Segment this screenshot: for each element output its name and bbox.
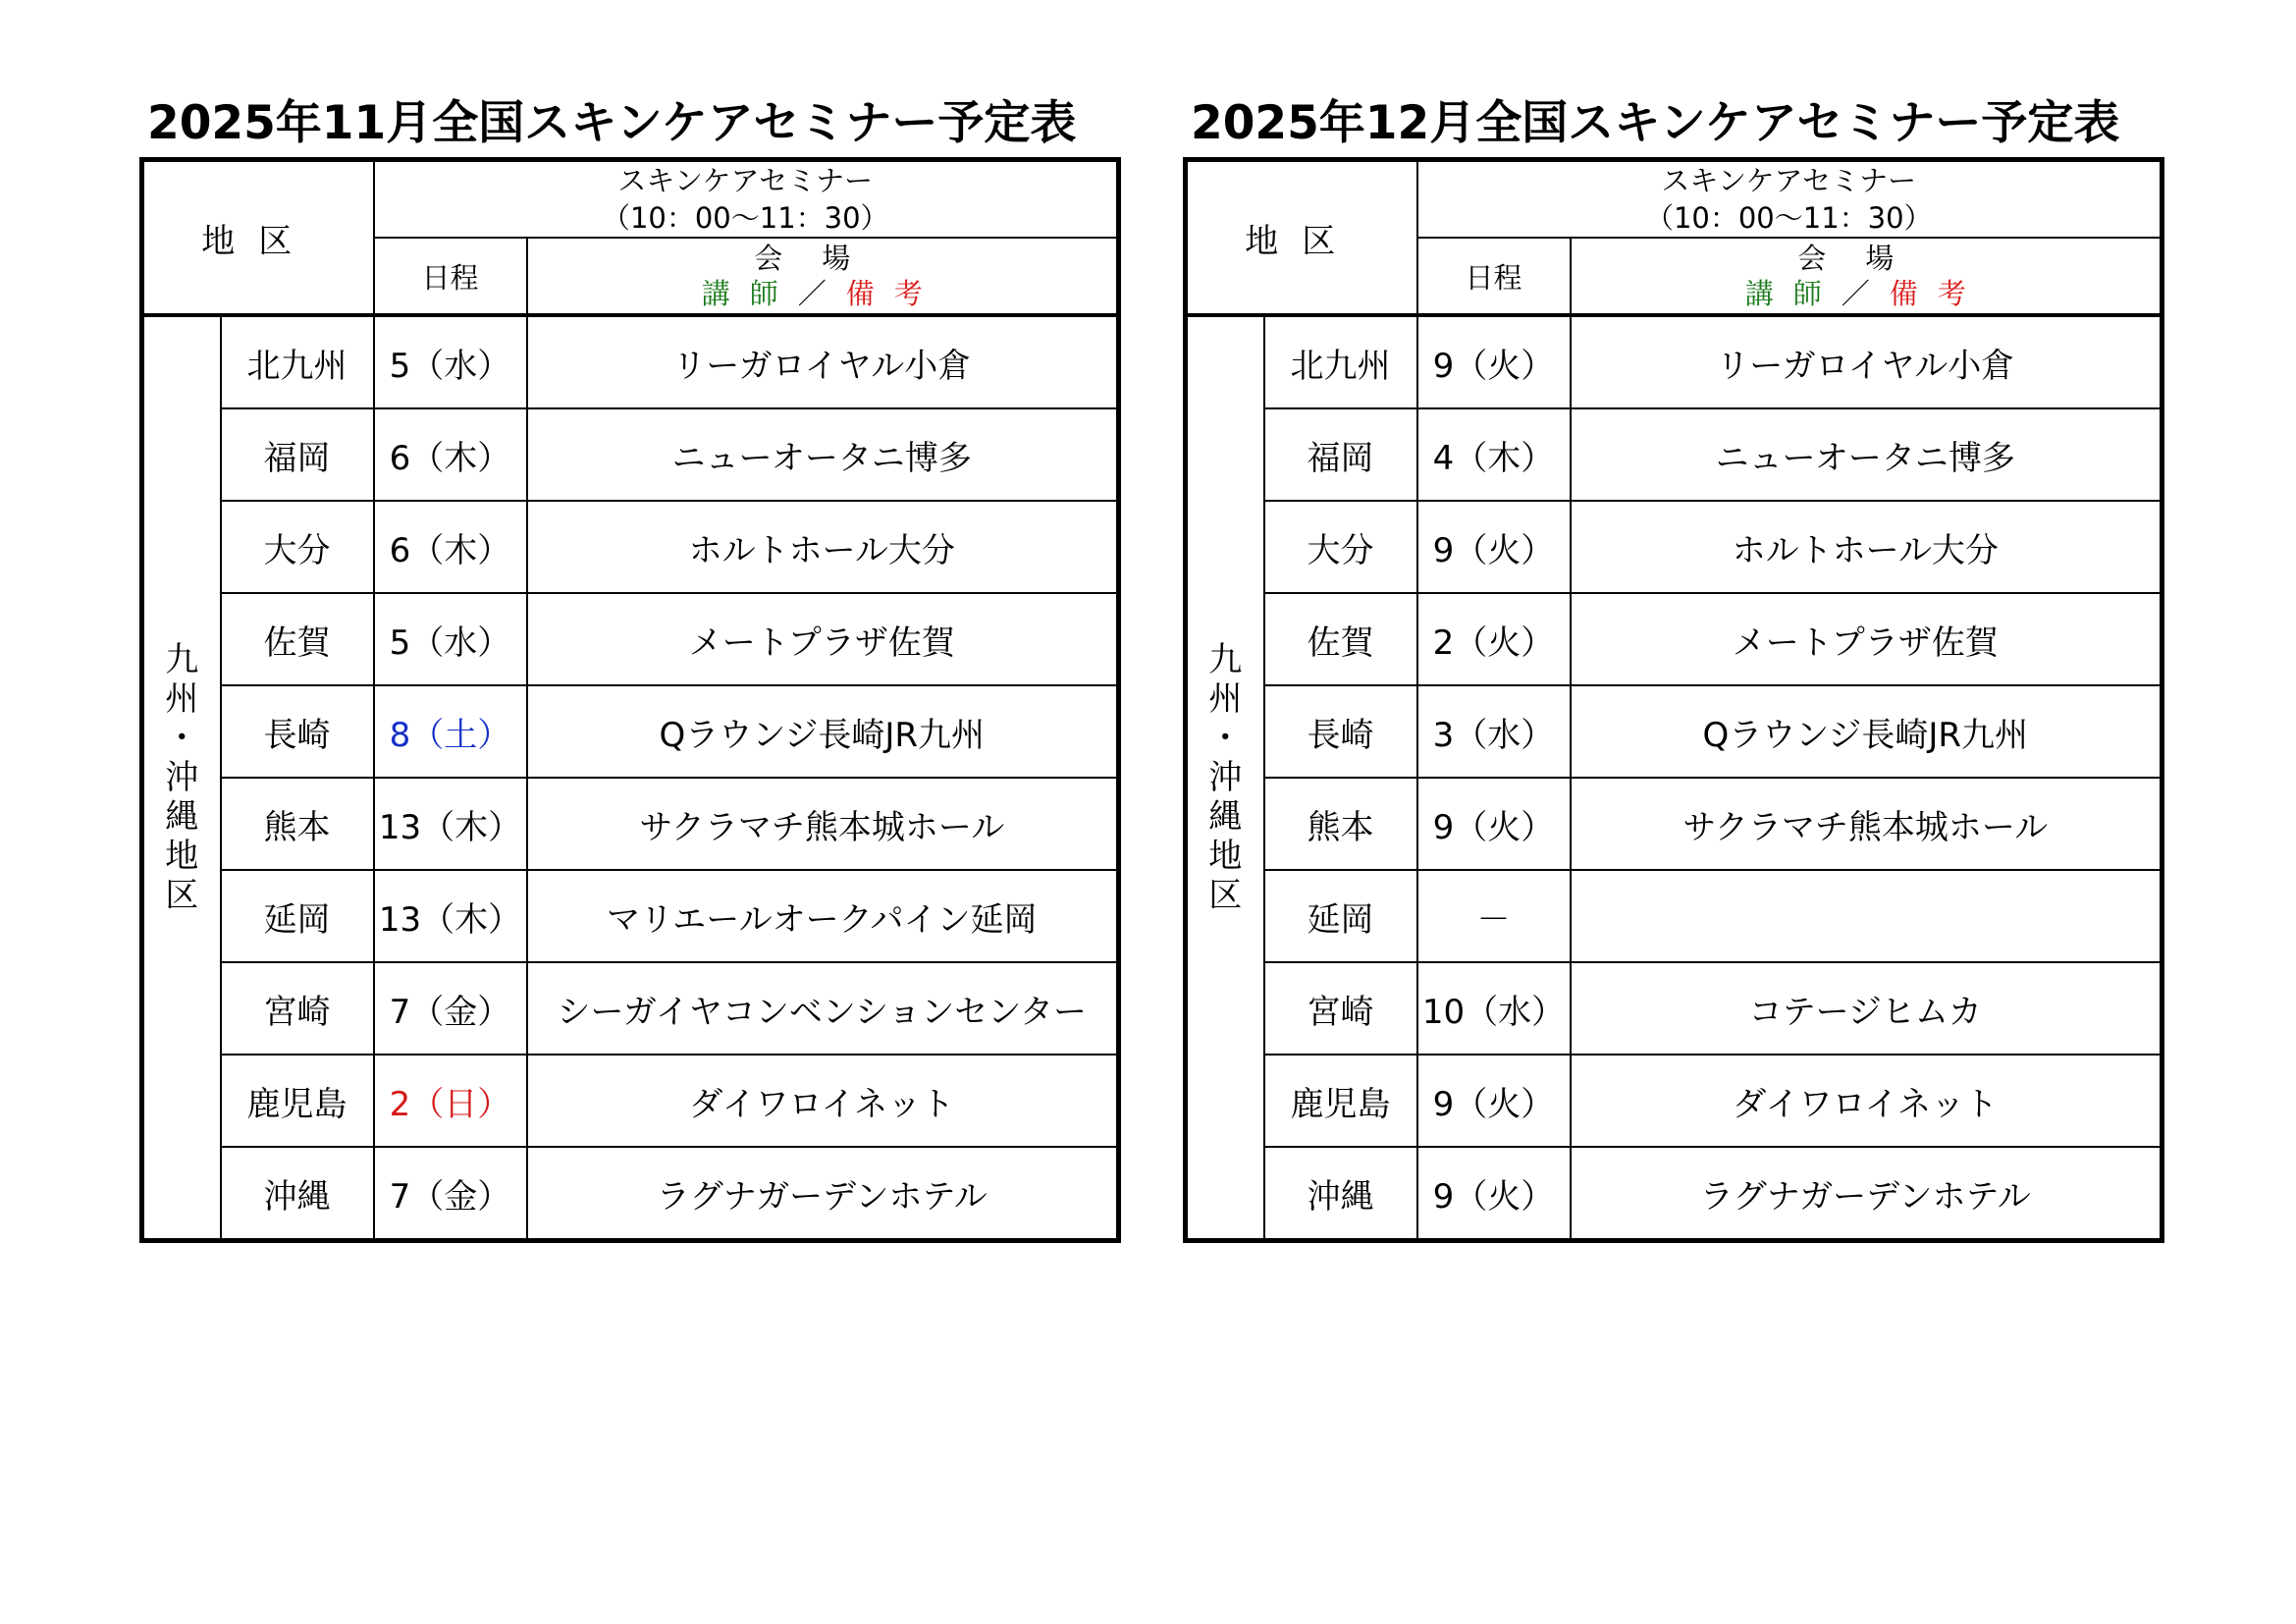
date-cell: 10（水） [1417,962,1571,1055]
slash-label: ／ [1841,277,1890,310]
venue-label: 会場 [1797,242,1934,275]
table-row [142,501,1119,593]
december-title: 2025年12月全国スキンケアセミナー予定表 [1191,96,2120,150]
november-table [139,157,1121,1243]
date-cell: 6（木） [374,408,527,501]
venue-cell [1571,870,2163,962]
seminar-label: スキンケアセミナー [1661,164,1917,197]
date-cell: 4（木） [1417,408,1571,501]
teacher-label: 講師 [701,277,798,310]
pref-cell: 福岡 [1264,408,1417,501]
venue-cell: マリエールオークパイン延岡 [527,870,1119,962]
venue-cell: サクラマチ熊本城ホール [1571,778,2163,870]
date-cell: 7（金） [374,962,527,1055]
date-cell: 6（木） [374,501,527,593]
pref-cell: 延岡 [221,870,374,962]
date-cell: 9（火） [1417,1055,1571,1147]
venue-cell: ニューオータニ博多 [527,408,1119,501]
venue-cell: リーガロイヤル小倉 [527,315,1119,408]
pref-cell: 大分 [1264,501,1417,593]
venue-cell: サクラマチ熊本城ホール [527,778,1119,870]
date-cell: 9（火） [1417,315,1571,408]
venue-header [527,238,1119,315]
date-cell-saturday: 8（土） [374,685,527,778]
date-cell: － [1417,870,1571,962]
venue-label: 会場 [754,242,890,275]
date-cell: 3（水） [1417,685,1571,778]
table-row [142,1055,1119,1147]
table-row [1186,593,2163,685]
date-cell: 7（金） [374,1147,527,1241]
date-header: 日程 [1417,238,1571,315]
seminar-header [374,160,1119,239]
table-row [142,1147,1119,1241]
date-cell: 13（木） [374,778,527,870]
table-row [1186,962,2163,1055]
table-row [142,408,1119,501]
pref-cell: 延岡 [1264,870,1417,962]
pref-cell: 福岡 [221,408,374,501]
november-title: 2025年11月全国スキンケアセミナー予定表 [147,96,1077,150]
note-label: 備考 [1889,277,1986,310]
december-table [1183,157,2164,1243]
venue-cell: メートプラザ佐賀 [527,593,1119,685]
venue-cell: ダイワロイネット [527,1055,1119,1147]
date-cell-sunday: 2（日） [374,1055,527,1147]
date-cell: 2（火） [1417,593,1571,685]
table-row [142,778,1119,870]
venue-cell: ホルトホール大分 [1571,501,2163,593]
date-cell: 5（水） [374,593,527,685]
date-header: 日程 [374,238,527,315]
table-row [1186,1147,2163,1241]
pref-cell: 大分 [221,501,374,593]
venue-cell: メートプラザ佐賀 [1571,593,2163,685]
table-row [142,962,1119,1055]
table-row [142,870,1119,962]
venue-cell: ラグナガーデンホテル [1571,1147,2163,1241]
venue-cell: リーガロイヤル小倉 [1571,315,2163,408]
table-row [142,685,1119,778]
pref-cell: 宮崎 [221,962,374,1055]
venue-cell: ダイワロイネット [1571,1055,2163,1147]
slash-label: ／ [797,277,846,310]
pref-cell: 沖縄 [1264,1147,1417,1241]
seminar-header [1417,160,2163,239]
venue-cell: ニューオータニ博多 [1571,408,2163,501]
pref-cell: 熊本 [1264,778,1417,870]
venue-cell: Qラウンジ長崎JR九州 [527,685,1119,778]
pref-cell: 鹿児島 [221,1055,374,1147]
note-label: 備考 [845,277,942,310]
pref-cell: 宮崎 [1264,962,1417,1055]
area-cell: 九 州 ・ 沖 縄 地 区 [142,315,221,1241]
seminar-time: （10：00～11：30） [1644,201,1933,235]
pref-cell: 北九州 [1264,315,1417,408]
pref-cell: 長崎 [1264,685,1417,778]
region-header: 地区 [1186,160,1417,316]
venue-cell: シーガイヤコンベンションセンター [527,962,1119,1055]
table-row [1186,778,2163,870]
table-row [1186,685,2163,778]
seminar-label: スキンケアセミナー [617,164,874,197]
region-header: 地区 [142,160,374,316]
pref-cell: 長崎 [221,685,374,778]
date-cell: 13（木） [374,870,527,962]
table-row [1186,501,2163,593]
date-cell: 5（水） [374,315,527,408]
table-row [1186,1055,2163,1147]
venue-header [1571,238,2163,315]
date-cell: 9（火） [1417,778,1571,870]
table-row [142,593,1119,685]
pref-cell: 北九州 [221,315,374,408]
teacher-label: 講師 [1744,277,1842,310]
pref-cell: 沖縄 [221,1147,374,1241]
date-cell: 9（火） [1417,1147,1571,1241]
table-row [1186,408,2163,501]
pref-cell: 佐賀 [1264,593,1417,685]
pref-cell: 熊本 [221,778,374,870]
venue-cell: ホルトホール大分 [527,501,1119,593]
venue-cell: Qラウンジ長崎JR九州 [1571,685,2163,778]
venue-cell: ラグナガーデンホテル [527,1147,1119,1241]
table-row [1186,870,2163,962]
pref-cell: 鹿児島 [1264,1055,1417,1147]
pref-cell: 佐賀 [221,593,374,685]
seminar-time: （10：00～11：30） [601,201,889,235]
venue-cell: コテージヒムカ [1571,962,2163,1055]
date-cell: 9（火） [1417,501,1571,593]
area-cell: 九 州 ・ 沖 縄 地 区 [1186,315,1264,1241]
